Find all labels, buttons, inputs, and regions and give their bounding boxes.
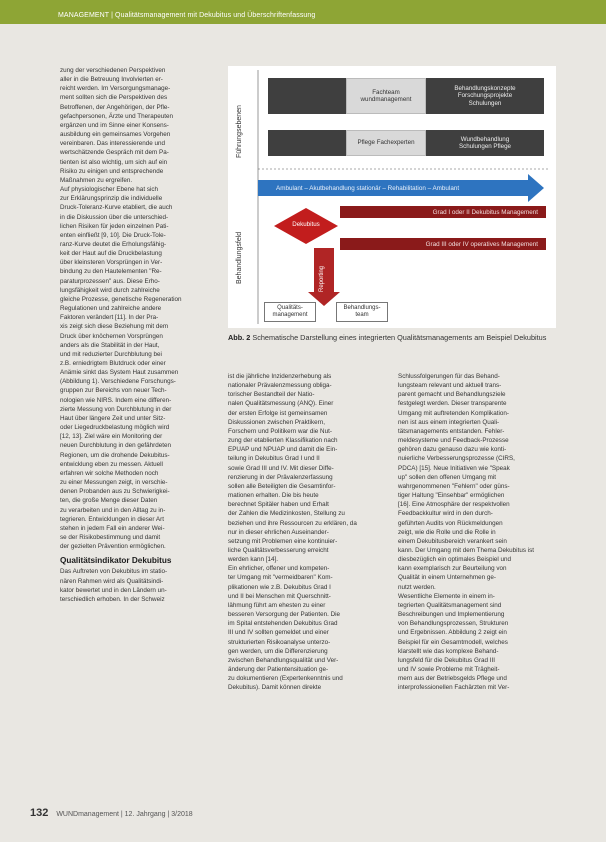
text-line: teilung in Dekubitus Grad I und II	[228, 455, 320, 463]
text-line: aller in die Betreuung Involvierten er-	[60, 76, 163, 84]
text-line: über kleinsteren Vorsprüngen in Ver-	[60, 259, 163, 267]
text-line: zur Erklärungsprinzip die individuelle	[60, 195, 163, 203]
text-line: ter Umgang mit "vermeidbaren" Kom-	[228, 574, 333, 582]
text-line: mern aus der Betriebsgelds Pflege und	[398, 675, 507, 683]
text-line: tegrieren. Entwicklungen in dieser Art	[60, 515, 164, 523]
box1-light: Fachteam wundmanagement	[346, 78, 426, 114]
section-heading: Qualitätsindikator Dekubitus	[60, 556, 172, 566]
right-column	[398, 372, 546, 692]
text-line: Das Auftreten von Dekubitus im statio-	[60, 568, 168, 576]
text-line: zeigt, wie die Rolle und die Rolle in	[398, 528, 496, 536]
text-line: torischer Bestandteil der Natio-	[228, 391, 315, 399]
text-line: gehören dazu genauso dazu wie konti-	[398, 446, 507, 454]
text-line: und mit reduzierter Durchblutung bei	[60, 350, 162, 358]
text-line: änderung der Patientensituation ge-	[228, 666, 329, 673]
text-line: Regulationen und zahlreiche andere	[60, 305, 162, 313]
box1-right: Behandlungskonzepte Forschungsprojekte Schulungen	[426, 78, 544, 114]
text-line: lungsteam relevant und aktuell trans-	[398, 382, 502, 390]
text-line: wertschätzende Gespräch mit dem Pa-	[60, 149, 169, 157]
text-line: der gezielten Prävention ermöglichen.	[60, 543, 166, 551]
text-line: renzierung in der Prävalenzerfassung	[228, 473, 333, 481]
text-line: Auf physiologischer Ebene hat sich	[60, 186, 159, 194]
text-line: PDCA) [15]. Neue Initiativen wie "Speak	[398, 464, 510, 472]
text-line: [12, 13]. Ziel wäre ein Monitoring der	[60, 433, 163, 441]
text-line: Feedbackkultur wird in den durch-	[398, 510, 493, 518]
text-line: sowie Grad III und IV. Mit dieser Diffe-	[228, 464, 334, 472]
text-line: neuen Durchblutung in den gefährdeten	[60, 442, 171, 450]
text-line: festgelegt werden. Dieser transparente	[398, 400, 507, 408]
box-quality-management: Qualitäts- management	[264, 302, 316, 322]
text-line: gleiche Prozesse, genetische Regeneration	[60, 295, 182, 303]
text-line: Schlussfolgerungen für das Behand-	[398, 373, 500, 380]
text-line: Dekubitus). Damit können direkte	[228, 684, 322, 692]
text-line: Faktoren verändert [11]. In der Pra-	[60, 314, 159, 322]
text-line: plikationen wie z.B. Dekubitus Grad I	[228, 583, 331, 591]
text-line: stehen in jedem Fall ein anderer Wei-	[60, 524, 165, 532]
page-number: 132	[30, 807, 49, 819]
text-line: entwicklung eben zu messen. Aktuell	[60, 460, 163, 468]
text-line: beziehen und ihre Ressourcen zu erklären, da	[228, 519, 357, 527]
text-line: zu einer Messungen zeigt, in verschie-	[60, 479, 168, 487]
text-line: nuierliche Verbesserungsprozesse (CIRS,	[398, 455, 515, 463]
text-line: kann. Der Umgang mit dem Thema Dekubitus ist	[398, 546, 535, 554]
text-line: Forschern und Politikern war die Nut-	[228, 427, 332, 435]
text-line: Druck über knöchernen Vorsprüngen	[60, 332, 163, 340]
text-line: tegrierten Qualitätsmanagement sind	[398, 601, 502, 609]
text-line: se der Risikobestimmung und damit	[60, 533, 161, 541]
text-line: keit der Haut auf die Druckbelastung	[60, 250, 162, 258]
text-line: diesbezüglich ein optimales Beispiel und	[398, 556, 512, 564]
caption-label: Abb. 2	[228, 333, 251, 342]
text-line: sollen alle Beteiligten die Gesamtinfor-	[228, 482, 336, 490]
text-line: tienten ist also wichtig, um sich auf ein	[60, 158, 168, 166]
text-line: Wesentliche Elemente in einem in-	[398, 592, 495, 600]
text-line: der ersten Erfolge ist gemeinsamen	[228, 409, 328, 417]
running-header	[0, 0, 606, 24]
text-line: terschiedlich erhoben. In der Schweiz	[60, 595, 165, 603]
text-line: nen ist aus einem integrierten Quali-	[398, 418, 500, 426]
text-line: zierte Messung von Durchblutung in der	[60, 405, 172, 413]
caption-text: Schematische Darstellung eines integrierten Qualitätsmanagements am Beispiel Dekubitus	[252, 333, 547, 342]
text-line: und Ergebnissen. Abbildung 2 zeigt ein	[398, 629, 507, 637]
text-line: werden kann [14].	[228, 556, 279, 564]
text-line: kann exemplarisch zur Beurteilung von	[398, 565, 507, 573]
text-line: strukturierten Risikoanalyse unterzo-	[228, 638, 331, 646]
text-line: Druck-Toleranz-Kurve etabliert, die auch	[60, 204, 173, 212]
text-line: und IV sowie Probleme mit Trägheit-	[398, 666, 500, 673]
diamond-label: Dekubitus	[292, 221, 320, 228]
text-line: reicht werden. Im Versorgungsmanage-	[60, 85, 171, 93]
text-line: mationen erhalten. Die bis heute	[228, 492, 319, 500]
text-line: Anämie sinkt das System Haut zusammen	[60, 369, 179, 377]
text-line: kator bewertet und in den Ländern un-	[60, 586, 167, 594]
blue-arrow-label: Ambulant – Akutbehandlung stationär – Rehabilitation – Ambulant	[276, 184, 460, 192]
text-line: gen werden, um die Differenzierung	[228, 647, 328, 655]
text-line: Beschreibungen und Implementierung	[398, 611, 505, 619]
text-line: ment sollten sich die Perspektiven des	[60, 94, 168, 102]
text-line: up" sollen den offenen Umgang mit	[398, 473, 497, 481]
text-line: lichen Risiken für jeden einzelnen Pati-	[60, 222, 169, 230]
text-line: xis zeigt sich diese Beziehung mit dem	[60, 323, 169, 331]
text-line: [16]. Eine Atmosphäre der respektvollen	[398, 501, 510, 509]
text-line: der Zahlen die Medizinkosten, Stellung zu	[228, 510, 345, 518]
text-line: nären Rahmen wird als Qualitätsindi-	[60, 577, 164, 585]
text-line: anders als die Stabilität in der Haut,	[60, 341, 160, 349]
text-line: Umgang mit auftretenden Komplikation-	[398, 409, 509, 417]
text-line: z.B. erniedrigtem Blutdruck oder einer	[60, 360, 166, 367]
text-line: von Behandlungsprozessen, Strukturen	[398, 620, 509, 628]
text-line: Beispiel für ein Gesamtmodell, welches	[398, 638, 508, 646]
text-line: liche Qualitätsverbesserung erreicht	[228, 546, 329, 554]
middle-column	[228, 372, 376, 692]
journal-name: WUNDmanagement | 12. Jahrgang | 3/2018	[56, 811, 193, 818]
text-line: ranz-Kurve deutet die Erholungsfähig-	[60, 240, 167, 248]
text-line: zu verarbeiten und in den Alltag zu in-	[60, 506, 166, 514]
text-line: besseren Versorgung der Patienten. Die	[228, 611, 341, 619]
figure-diagram	[228, 66, 556, 328]
text-line: nationaler Prävalenzmessung obliga-	[228, 382, 332, 390]
text-line: zwischen Behandlungsqualität und Ver-	[228, 656, 339, 664]
text-line: ist die jährliche Inzidenzerhebung als	[228, 373, 332, 380]
text-line: im Spital entstehenden Dekubitus Grad	[228, 620, 338, 628]
text-line: und II bei Menschen mit Querschnitt-	[228, 592, 331, 600]
text-line: Qualität in einem Unternehmen ge-	[398, 574, 497, 582]
text-line: nur in dieser ehrlichen Auseinander-	[228, 528, 329, 536]
text-line: meldesysteme und Feedback-Prozesse	[398, 437, 509, 445]
text-line: denen Probanden aus zu Schwierigkei-	[60, 488, 170, 496]
text-line: parent gemacht und Behandlungsziele	[398, 391, 506, 399]
text-line: vereinbaren. Das interessierende und	[60, 140, 166, 148]
text-line: erfahren wir solche Methoden noch	[60, 469, 159, 477]
text-line: interprofessionellen Fachärzten mit Ver-	[398, 684, 510, 692]
text-line: Betroffenen, der Angehörigen, der Pfle-	[60, 103, 170, 111]
text-line: zung der verschiedenen Perspektiven	[60, 67, 166, 74]
text-line: wahrgenommenen "Fehlern" oder güns-	[398, 482, 510, 490]
text-line: zung der etablierten Klassifikation nach	[228, 437, 338, 445]
text-line: paraturprozessen" aus. Diese Erho-	[60, 277, 160, 285]
box2-dark	[268, 130, 346, 156]
text-line: gruppen zur Bereichs von neuer Tech-	[60, 387, 167, 395]
text-line: geführten Audits von Rückmeldungen	[398, 519, 503, 527]
red-bar-grade3-4: Grad III oder IV operatives Management	[340, 238, 546, 250]
text-line: ausbildung ein gemeinsames Vorgehen	[60, 131, 171, 139]
text-line: gefachpersonen, Ärzte und Therapeuten	[60, 112, 173, 120]
text-line: (Abbildung 1). Verschiedene Forschungs-	[60, 378, 176, 386]
text-line: III und IV sollten gemeldet und einer	[228, 629, 329, 637]
text-line: Regionen, um die drohende Dekubitus-	[60, 451, 170, 459]
red-bar-grade1-2: Grad I oder II Dekubitus Management	[340, 206, 546, 218]
text-line: in die Diskussion über die unterschied-	[60, 213, 169, 221]
box-treatment-team: Behandlungs- team	[336, 302, 388, 322]
box2-light: Pflege Fachexperten	[346, 130, 426, 156]
text-line: zu dokumentieren (Expertenkenntnis und	[228, 675, 343, 683]
row-label-bottom: Behandlungsfeld	[236, 231, 243, 284]
text-line: ergänzen und im Sinne einer Konsens-	[60, 121, 169, 129]
row-label-top: Führungsebenen	[236, 105, 243, 158]
text-line: setzung mit Problemen eine kontinuier-	[228, 537, 338, 545]
text-line: tiger Haltung "Einsehbar" ermöglichen	[398, 492, 505, 500]
text-line: nutzt werden.	[398, 583, 436, 591]
text-line: Ein ehrlicher, offener und kompeten-	[228, 565, 330, 573]
box2-right: Wundbehandlung Schulungen Pflege	[426, 130, 544, 156]
text-line: lähmung führt am ehesten zu einer	[228, 601, 326, 609]
left-column	[60, 66, 210, 604]
text-line: nalen Qualitätsmessung (ANQ). Einer	[228, 400, 334, 408]
page-footer	[30, 807, 193, 819]
text-line: tätsmanagements entstanden. Fehler-	[398, 427, 505, 435]
text-line: nologien wie NIRS. Indem eine differen-	[60, 396, 172, 404]
text-line: lungsfähigkeit wird durch zahlreiche	[60, 286, 160, 294]
text-line: berechnet Spitäler haben und Erhalt	[228, 501, 329, 509]
box1-dark	[268, 78, 346, 114]
text-line: Haut über längere Zeit und unter Sitz-	[60, 414, 166, 422]
reporting-label: Reporting	[319, 265, 325, 292]
running-title: MANAGEMENT | Qualitätsmanagement mit Dekubitus und Überschriftenfassung	[58, 12, 316, 19]
text-line: einem Dekubitusbereich verankert sein	[398, 537, 507, 545]
text-line: oder Liegedruckbelastung möglich wird	[60, 424, 170, 432]
text-line: klarstellt wie das komplexe Behand-	[398, 647, 499, 655]
text-line: ten, die große Menge dieser Daten	[60, 497, 158, 505]
text-line: enten einfließt [9, 10]. Die Druck-Tole-	[60, 231, 166, 239]
text-line: Maßnahmen zu ergreifen.	[60, 176, 133, 184]
text-line: EPUAP und NPUAP und damit die Ein-	[228, 446, 338, 454]
text-line: bindung zu den Hautelementen "Re-	[60, 268, 162, 276]
figure-caption	[228, 333, 558, 342]
text-line: Diskussionen zwischen Praktikern,	[228, 418, 325, 426]
text-line: lungsfeld für die Dekubitus Grad III	[398, 656, 495, 664]
text-line: Risiko zu einigen und entsprechende	[60, 167, 164, 175]
